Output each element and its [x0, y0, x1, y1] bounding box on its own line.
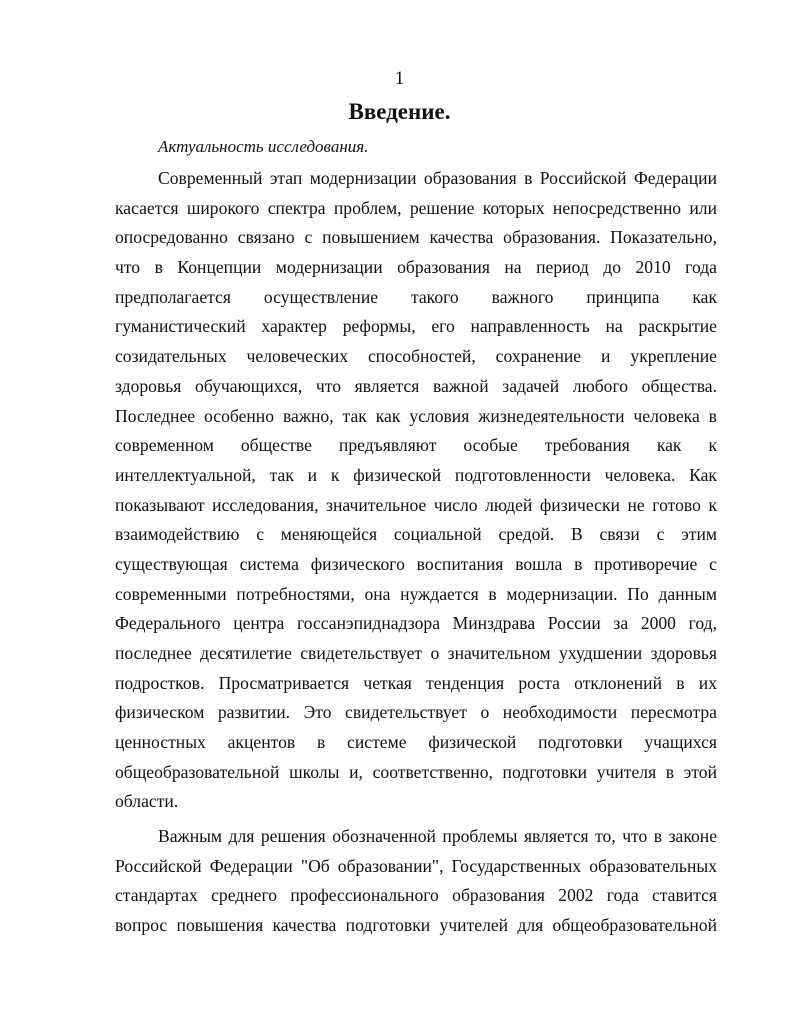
text-line: существующая система физического воспитания вошла в противоречие с: [115, 553, 717, 574]
text-line: стандартах среднего профессионального образования 2002 года ставится: [115, 885, 717, 906]
text-line: интеллектуальной, так и к физической подготовленности человека. Как: [115, 464, 717, 485]
text-line: взаимодействию с меняющейся социальной средой. В связи с этим: [115, 524, 717, 545]
text-line: ценностных акцентов в системе физической подготовки учащихся: [115, 732, 717, 753]
text-line: касается широкого спектра проблем, решение которых непосредственно или: [115, 197, 717, 218]
text-line: Современный этап модернизации образования в Российской Федерации: [158, 168, 717, 188]
section-subheading: Актуальность исследования.: [158, 137, 369, 156]
page-title: Введение.: [348, 99, 451, 124]
text-line: что в Концепции модернизации образования на период до 2010 года: [115, 257, 717, 278]
text-line: общеобразовательной школы и, соответственно, подготовки учителя в этой: [115, 761, 717, 782]
text-line: физическом развитии. Это свидетельствует о необходимости пересмотра: [115, 702, 717, 723]
text-line: опосредованно связано с повышением качества образования. Показательно,: [115, 227, 717, 248]
text-line: Федерального центра госсанэпиднадзора Минздрава России за 2000 год,: [115, 613, 717, 634]
text-line: последнее десятилетие свидетельствует о значительном ухудшении здоровья: [115, 643, 717, 663]
text-line: здоровья обучающихся, что является важной задачей любого общества.: [115, 375, 717, 396]
text-line: показывают исследования, значительное число людей физически не готово к: [115, 494, 717, 515]
paragraph-1: [115, 164, 717, 817]
paragraph-2: [115, 822, 717, 941]
text-line: Российской Федерации "Об образовании", Государственных образовательных: [115, 855, 717, 876]
text-line: предполагается осуществление такого важного принципа как: [115, 286, 717, 307]
text-line: Последнее особенно важно, так как условия жизнедеятельности человека в: [115, 405, 717, 426]
text-line: современными потребностями, она нуждается в модернизации. По данным: [115, 583, 717, 604]
text-line: созидательных человеческих способностей, сохранение и укрепление: [115, 346, 717, 367]
page-number: 1: [394, 68, 405, 89]
text-line: Важным для решения обозначенной проблемы является то, что в законе: [158, 826, 717, 846]
text-line: современном обществе предъявляют особые требования как к: [115, 435, 717, 456]
text-line: подростков. Просматривается четкая тенденция роста отклонений в их: [115, 672, 717, 693]
text-line: гуманистический характер реформы, его направленность на раскрытие: [115, 316, 717, 337]
text-line: вопрос повышения качества подготовки учителей для общеобразовательной: [115, 915, 717, 936]
text-line: области.: [115, 791, 179, 812]
